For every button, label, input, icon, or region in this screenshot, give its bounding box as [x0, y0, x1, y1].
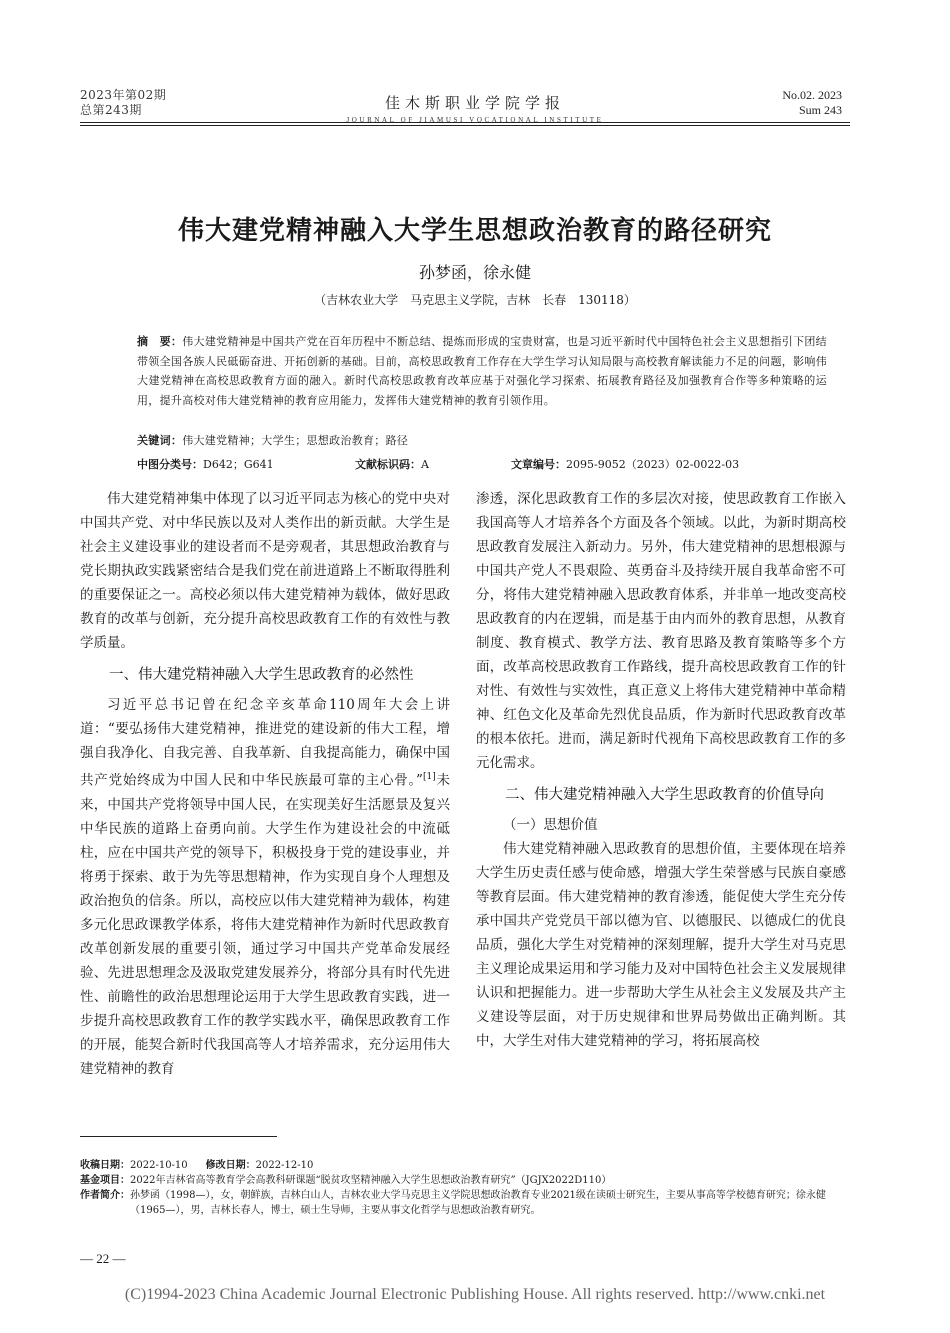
article-affiliation: （吉林农业大学 马克思主义学院，吉林 长春 130118） [314, 293, 636, 307]
abstract-label: 摘 要： [137, 335, 183, 348]
subsection-heading-1: （一）思想价值 [503, 817, 598, 833]
received-date: 2022-10-10 [130, 1160, 188, 1171]
article-number [511, 456, 739, 472]
subsection-1-paragraph: 伟大建党精神融入思政教育的思想价值，主要体现在培养大学生历史责任感与使命感，增强大学生荣誉感与民族自豪感等教育层面。伟大建党精神的教育渗透，能促使大学生充分传承中国共产党党员干部以德为官、以德服民、以德成仁的优良品质，强化大学生对党精神的深刻理解，提升大学生对马克思主义理论成果运用和学习能力及对中国特色社会主义发展规律认识和把握能力。进一步帮助大学生从社会主义发展及共产主义建设等层面，对于历史规律和世界局势做出正确判断。其中，大学生对伟大建党精神的学习，将拓展高校 [476, 841, 846, 1049]
doc-value: A [421, 458, 429, 471]
section-1-text-b: 未来，中国共产党将领导中国人民，在实现美好生活愿景及复兴中华民族的道路上奋勇向前。大学生作为建设社会的中流砥柱，应在中国共产党的领导下，积极投身于党的建设事业，并将勇于探索、敢于为先等思想精神，作为实现自身个人理想及政治抱负的信条。所以，高校应以伟大建党精神为载体，构建多元化思政课教学体系，将伟大建党精神作为新时代思政教育改革创新发展的重要引领，通过学习中国共产党革命发展经验、先进思想理念及汲取党建发展养分，将部分具有时代先进性、前瞻性的政治思想理论运用于大学生思政教育实践，进一步提升高校思政教育工作的教学实践水平，确保思政教育工作的开展，能契合新时代我国高等人才培养需求，充分运用伟大建党精神的教育 [80, 772, 451, 1077]
footnote-fund [80, 1173, 855, 1188]
author-bio-value: 孙梦函（1998—），女，朝鲜族，吉林白山人，吉林农业大学马克思主义学院思想政治教育专业2021级在读硕士研究生，主要从事高等学校德育研究；徐永健（1965—），男，吉林长春人，博士，硕士生导师，主要从事文化哲学与思想政治教育研究。 [130, 1190, 826, 1216]
clc-label: 中图分类号： [137, 458, 203, 471]
header-rule-thin [80, 125, 850, 126]
fund-value: 2022年吉林省高等教育学会高教科研课题“脱贫攻坚精神融入大学生思想政治教育研究”（JGJX2022D110） [130, 1175, 612, 1186]
abstract [137, 332, 827, 410]
section-1-paragraph [80, 693, 450, 1081]
issue-line-total: 总第243期 [80, 103, 142, 117]
doc-label: 文献标识码： [355, 458, 421, 471]
clc-value: D642；G641 [203, 458, 274, 471]
keywords-text: 伟大建党精神；大学生；思想政治教育；路径 [182, 434, 409, 447]
section-heading-1: 一、伟大建党精神融入大学生思政教育的必然性 [109, 667, 414, 683]
issue-no: No.02. 2023 [782, 88, 842, 102]
citation-ref-1[interactable]: [1] [422, 772, 436, 782]
keywords [137, 432, 827, 448]
abstract-text: 伟大建党精神是中国共产党在百年历程中不断总结、提炼而形成的宝贵财富，也是习近平新时代中国特色社会主义思想指引下团结带领全国各族人民砥砺奋进、开拓创新的基础。目前，高校思政教育工作存在大学生学习认知局限与高校教育解读能力不足的问题，影响伟大建党精神在高校思政教育方面的融入。新时代高校思政教育改革应基于对强化学习探索、拓展教育路径及加强教育合作等多种策略的运用，提升高校对伟大建党精神的教育应用能力，发挥伟大建党精神的教育引领作用。 [137, 335, 827, 407]
article-title: 伟大建党精神融入大学生思想政治教育的路径研究 [177, 216, 772, 246]
received-label: 收稿日期： [80, 1160, 130, 1171]
body-column-left [80, 487, 450, 1081]
section-1-text-a: 习近平总书记曾在纪念辛亥革命110周年大会上讲道：“要弘扬伟大建党精神，推进党的建设新的伟大工程，增强自我净化、自我完善、自我革新、自我提高能力，确保中国共产党始终成为中国人民和中华民族最可靠的主心骨。” [80, 697, 450, 789]
journal-name-cn: 佳木斯职业学院学报 [384, 94, 565, 112]
article-authors: 孙梦函，徐永健 [418, 263, 531, 282]
clc-number [137, 456, 274, 472]
doc-code [355, 456, 429, 472]
journal-name-en: JOURNAL OF JIAMUSI VOCATIONAL INSTITUTE [346, 116, 604, 124]
footnote-author [80, 1188, 855, 1218]
art-label: 文章编号： [511, 458, 566, 471]
page-number: — 22 — [80, 1251, 126, 1266]
intro-paragraph: 伟大建党精神集中体现了以习近平同志为核心的党中央对中国共产党、对中华民族以及对人类作出的新贡献。大学生是社会主义建设事业的建设者而不是旁观者，其思想政治教育与党长期执政实践紧密结合是我们党在前进道路上不断取得胜利的重要保证之一。高校必须以伟大建党精神为载体，做好思政教育的改革与创新，充分提升高校思政教育工作的有效性与教学质量。 [80, 491, 450, 651]
footnote-rule [80, 1136, 277, 1137]
issue-line-year: 2023年第02期 [80, 88, 167, 102]
copyright-watermark: (C)1994-2023 China Academic Journal Electronic Publishing House. All rights reserved. http://www.cnki.net [124, 1286, 826, 1303]
section-1-continuation: 渗透，深化思政教育工作的多层次对接，使思政教育工作嵌入我国高等人才培养各个方面及各个领域。以此，为新时期高校思政教育发展注入新动力。另外，伟大建党精神的思想根源与中国共产党人不畏艰险、英勇奋斗及持续开展自我革命密不可分，将伟大建党精神融入思政教育体系，并非单一地改变高校思政教育的内在逻辑，而是基于由内而外的教育思想，从教育制度、教育模式、教学方法、教育思路及教育策略等多个方面，改革高校思政教育工作路线，提升高校思政教育工作的针对性、有效性与实效性，真正意义上将伟大建党精神中革命精神、红色文化及革命先烈优良品质，作为新时代思政教育改革的根本依托。进而，满足新时代视角下高校思政教育工作的多元化需求。 [476, 491, 846, 771]
revised-label: 修改日期： [205, 1160, 256, 1171]
art-value: 2095-9052（2023）02-0022-03 [566, 458, 740, 471]
keywords-label: 关键词： [137, 434, 183, 447]
author-bio-label: 作者简介： [80, 1190, 130, 1201]
section-heading-2: 二、伟大建党精神融入大学生思政教育的价值导向 [505, 787, 824, 803]
fund-label: 基金项目： [80, 1175, 130, 1186]
header-rule-thick [80, 122, 850, 123]
issue-number [782, 88, 842, 118]
footnote-dates [80, 1158, 855, 1173]
revised-date: 2022-12-10 [255, 1160, 314, 1171]
issue-sum: Sum 243 [798, 103, 842, 117]
footnotes [80, 1158, 855, 1218]
body-column-right [476, 487, 846, 1053]
